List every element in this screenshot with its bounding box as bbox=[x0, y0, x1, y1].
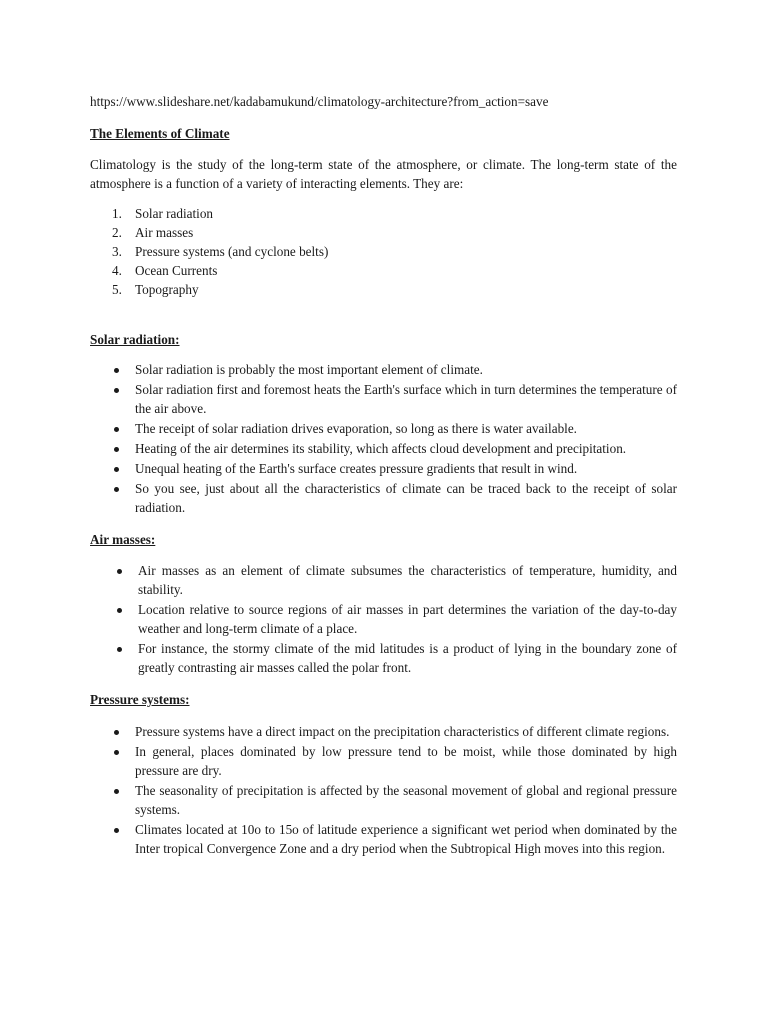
bullet-item bbox=[90, 742, 677, 780]
bullet-list bbox=[90, 360, 677, 517]
list-item-label: Solar radiation bbox=[135, 206, 214, 221]
section-heading: Air masses: bbox=[90, 532, 156, 547]
bullet-text: Air masses as an element of climate subsumes the characteristics of temperature, humidity, and stability. bbox=[138, 563, 677, 597]
bullet-text: Unequal heating of the Earth's surface creates pressure gradients that result in wind. bbox=[135, 461, 578, 476]
bullet-icon bbox=[114, 789, 119, 794]
bullet-item bbox=[90, 479, 677, 517]
list-number: 5. bbox=[112, 282, 122, 297]
bullet-item bbox=[90, 439, 677, 458]
section-solar-radiation bbox=[90, 330, 677, 517]
bullet-text: The seasonality of precipitation is affected by the seasonal movement of global and regional pressure systems. bbox=[135, 783, 677, 817]
list-item-label: Pressure systems (and cyclone belts) bbox=[135, 244, 329, 259]
bullet-item bbox=[90, 781, 677, 819]
bullet-item bbox=[90, 820, 677, 858]
bullet-item bbox=[90, 459, 677, 478]
list-number: 2. bbox=[112, 225, 122, 240]
bullet-text: Pressure systems have a direct impact on the precipitation characteristics of different climate regions. bbox=[135, 724, 670, 739]
list-number: 4. bbox=[112, 263, 122, 278]
bullet-text: For instance, the stormy climate of the mid latitudes is a product of lying in the boundary zone of greatly contrasting air masses called the polar front. bbox=[138, 641, 677, 675]
bullet-icon bbox=[117, 647, 122, 652]
section-pressure-systems bbox=[90, 690, 677, 858]
source-url[interactable]: https://www.slideshare.net/kadabamukund/climatology-architecture?from_action=save bbox=[90, 94, 549, 109]
bullet-item bbox=[90, 380, 677, 418]
bullet-icon bbox=[114, 467, 119, 472]
bullet-text: The receipt of solar radiation drives evaporation, so long as there is water available. bbox=[135, 421, 577, 436]
bullet-text: Solar radiation is probably the most important element of climate. bbox=[135, 362, 483, 377]
bullet-icon bbox=[114, 427, 119, 432]
bullet-icon bbox=[114, 368, 119, 373]
bullet-text: Climates located at 10o to 15o of latitude experience a significant wet period when dominated by the Inter tropical Convergence Zone and a dry period when the Subtropical High moves into this region. bbox=[135, 822, 677, 856]
document-page bbox=[90, 92, 677, 859]
bullet-icon bbox=[114, 447, 119, 452]
bullet-text: Solar radiation first and foremost heats the Earth's surface which in turn determines the temperature of the air above. bbox=[135, 382, 677, 416]
bullet-icon bbox=[114, 828, 119, 833]
list-item bbox=[90, 242, 677, 261]
section-air-masses bbox=[90, 530, 677, 677]
bullet-item bbox=[90, 639, 677, 677]
bullet-icon bbox=[114, 730, 119, 735]
list-item-label: Ocean Currents bbox=[135, 263, 218, 278]
list-item bbox=[90, 261, 677, 280]
bullet-icon bbox=[114, 388, 119, 393]
bullet-list bbox=[90, 722, 677, 858]
list-item-label: Topography bbox=[135, 282, 199, 297]
bullet-list bbox=[90, 561, 677, 677]
bullet-item bbox=[90, 360, 677, 379]
elements-list bbox=[90, 204, 677, 299]
section-heading: Pressure systems: bbox=[90, 692, 190, 707]
bullet-text: Location relative to source regions of air masses in part determines the variation of the day-to-day weather and long-term climate of a place. bbox=[138, 602, 677, 636]
bullet-icon bbox=[117, 569, 122, 574]
bullet-icon bbox=[114, 750, 119, 755]
bullet-item bbox=[90, 419, 677, 438]
bullet-text: In general, places dominated by low pressure tend to be moist, while those dominated by high pressure are dry. bbox=[135, 744, 677, 778]
section-heading: Solar radiation: bbox=[90, 332, 180, 347]
list-item bbox=[90, 204, 677, 223]
document-title: The Elements of Climate bbox=[90, 126, 230, 141]
intro-paragraph: Climatology is the study of the long-term state of the atmosphere, or climate. The long-term state of the atmosphere is a function of a variety of interacting elements. They are: bbox=[90, 157, 677, 191]
bullet-item bbox=[90, 561, 677, 599]
bullet-text: Heating of the air determines its stability, which affects cloud development and precipitation. bbox=[135, 441, 627, 456]
list-number: 1. bbox=[112, 206, 122, 221]
bullet-item bbox=[90, 600, 677, 638]
bullet-icon bbox=[117, 608, 122, 613]
list-number: 3. bbox=[112, 244, 122, 259]
bullet-item bbox=[90, 722, 677, 741]
list-item bbox=[90, 280, 677, 299]
list-item bbox=[90, 223, 677, 242]
bullet-icon bbox=[114, 487, 119, 492]
list-item-label: Air masses bbox=[135, 225, 194, 240]
bullet-text: So you see, just about all the characteristics of climate can be traced back to the receipt of solar radiation. bbox=[135, 481, 677, 515]
